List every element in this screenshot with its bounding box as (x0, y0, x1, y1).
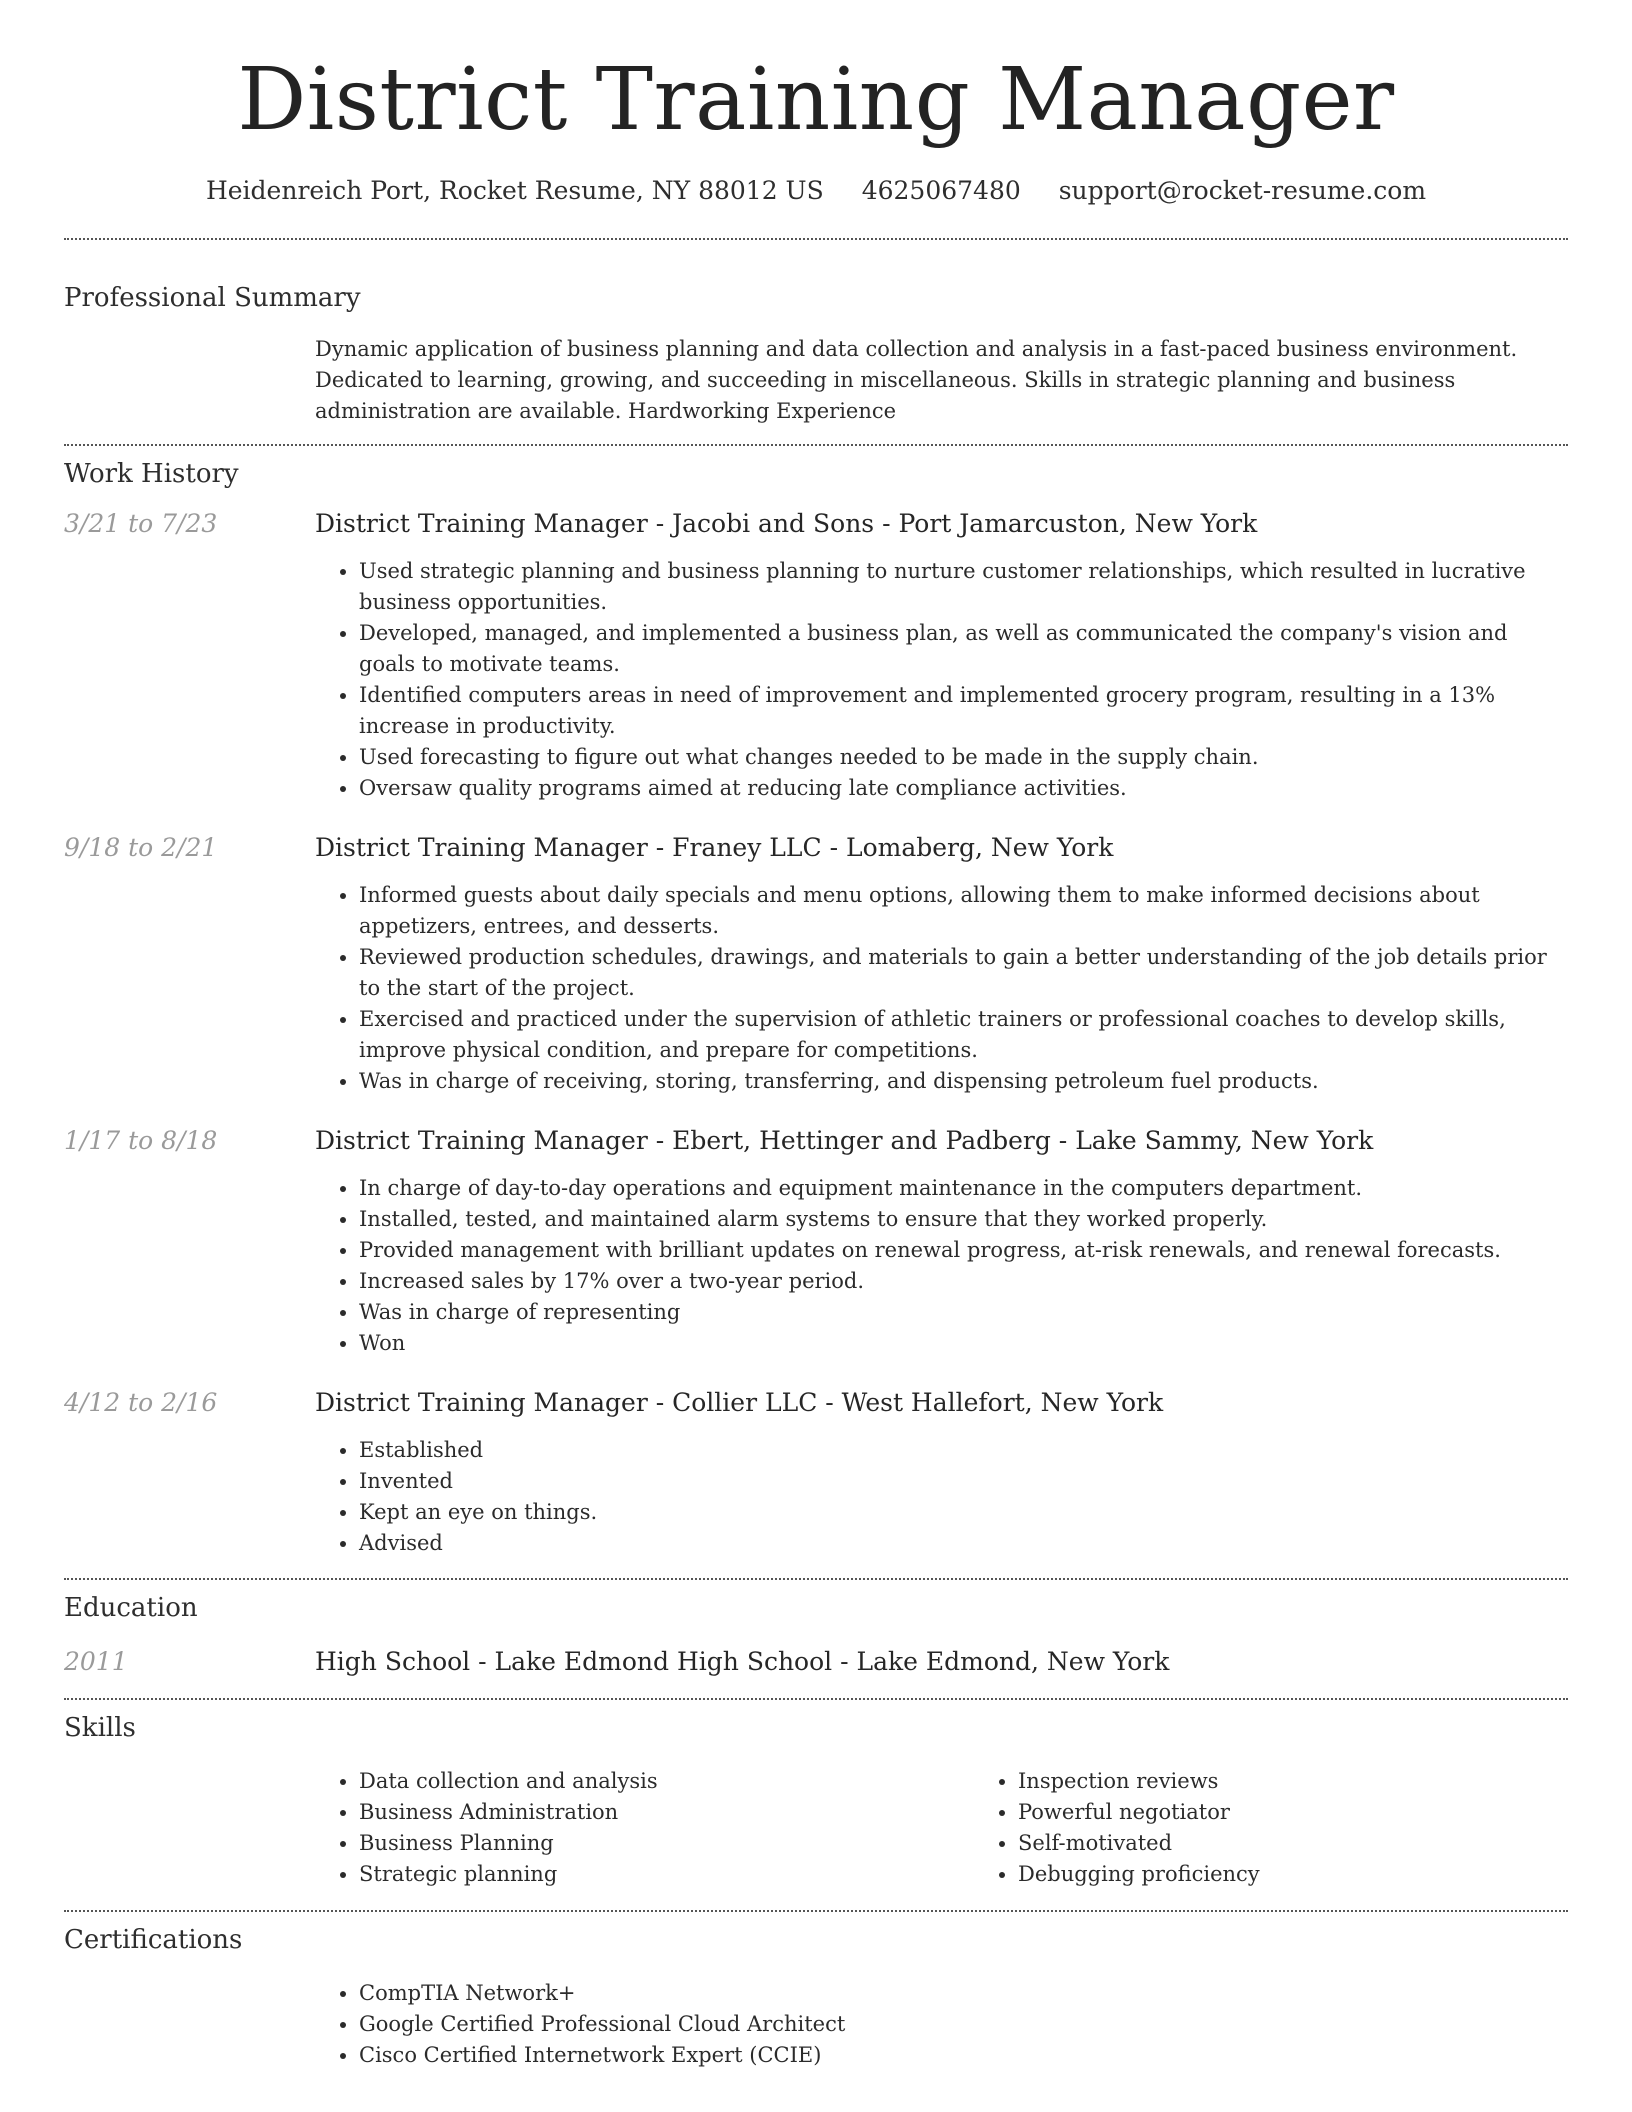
certification-item: • Google Certified Professional Cloud Architect (359, 2009, 1568, 2040)
job-dates: 1/17 to 8/18 (64, 1126, 218, 1155)
certifications-list (315, 1978, 1568, 2071)
skill-item: • Strategic planning (359, 1859, 974, 1890)
job-entry (64, 1125, 1568, 1359)
job-bullet: • Established (359, 1435, 1568, 1466)
job-bullet: • Invented (359, 1466, 1568, 1497)
job-bullet: • Informed guests about daily specials and menu options, allowing them to make informed decisions about appetizers, entrees, and desserts. (359, 880, 1568, 942)
section-title-certifications: Certifications (64, 1925, 243, 1955)
section-title-summary: Professional Summary (64, 283, 361, 313)
divider (64, 1910, 1568, 1912)
job-bullet: • Identified computers areas in need of improvement and implemented grocery program, resulting in a 13% increase in productivity. (359, 680, 1568, 742)
job-bullet-list (315, 556, 1568, 804)
job-title: District Training Manager - Ebert, Hettinger and Padberg - Lake Sammy, New York (315, 1126, 1374, 1155)
job-bullet: • Was in charge of receiving, storing, transferring, and dispensing petroleum fuel products. (359, 1066, 1568, 1097)
divider (64, 444, 1568, 446)
job-bullet-list (315, 1435, 1568, 1559)
job-dates: 3/21 to 7/23 (64, 509, 218, 538)
job-bullet: • Used strategic planning and business planning to nurture customer relationships, which resulted in lucrative business opportunities. (359, 556, 1568, 618)
job-bullet: • Reviewed production schedules, drawings, and materials to gain a better understanding of the job details prior to the start of the project. (359, 942, 1568, 1004)
certification-item: • Cisco Certified Internetwork Expert (CCIE) (359, 2040, 1568, 2071)
job-bullet: • Was in charge of representing (359, 1297, 1568, 1328)
divider (64, 1578, 1568, 1580)
contact-address: Heidenreich Port, Rocket Resume, NY 88012 US (205, 176, 824, 205)
job-bullet: • Exercised and practiced under the supervision of athletic trainers or professional coaches to develop skills, improve physical condition, and prepare for competitions. (359, 1004, 1568, 1066)
divider (64, 238, 1568, 240)
education-year: 2011 (64, 1647, 128, 1676)
skill-item: • Powerful negotiator (1018, 1797, 1632, 1828)
work-history-list (64, 508, 1568, 1559)
job-bullet: • Developed, managed, and implemented a business plan, as well as communicated the company's vision and goals to motivate teams. (359, 618, 1568, 680)
contact-email: support@rocket-resume.com (1058, 176, 1427, 205)
skills-list-left (315, 1766, 974, 1890)
job-bullet-list (315, 1173, 1568, 1359)
resume-name: District Training Manager (237, 50, 1395, 150)
job-entry (64, 508, 1568, 804)
job-dates: 9/18 to 2/21 (64, 833, 218, 862)
job-bullet: • Kept an eye on things. (359, 1497, 1568, 1528)
job-bullet: • Increased sales by 17% over a two-year period. (359, 1266, 1568, 1297)
job-bullet: • Won (359, 1328, 1568, 1359)
contact-line (64, 176, 1568, 206)
skill-item: • Self-motivated (1018, 1828, 1632, 1859)
job-title: District Training Manager - Jacobi and Sons - Port Jamarcuston, New York (315, 509, 1258, 538)
divider (64, 1698, 1568, 1700)
education-entry (64, 1646, 1568, 1678)
skill-item: • Data collection and analysis (359, 1766, 974, 1797)
job-title: District Training Manager - Franey LLC - Lomaberg, New York (315, 833, 1114, 862)
skill-item: • Business Administration (359, 1797, 974, 1828)
education-title: High School - Lake Edmond High School - Lake Edmond, New York (315, 1647, 1170, 1676)
job-dates: 4/12 to 2/16 (64, 1388, 218, 1417)
skills-columns (315, 1766, 1632, 1890)
job-bullet: • Installed, tested, and maintained alarm systems to ensure that they worked properly. (359, 1204, 1568, 1235)
section-title-skills: Skills (64, 1713, 136, 1743)
job-bullet: • Provided management with brilliant updates on renewal progress, at-risk renewals, and renewal forecasts. (359, 1235, 1568, 1266)
contact-phone: 4625067480 (861, 176, 1021, 205)
job-entry (64, 832, 1568, 1097)
skills-list-right (974, 1766, 1632, 1890)
section-title-education: Education (64, 1593, 198, 1623)
section-title-work-history: Work History (64, 459, 239, 489)
job-title: District Training Manager - Collier LLC - West Hallefort, New York (315, 1388, 1164, 1417)
skill-item: • Inspection reviews (1018, 1766, 1632, 1797)
skill-item: • Business Planning (359, 1828, 974, 1859)
skill-item: • Debugging proficiency (1018, 1859, 1632, 1890)
job-bullet-list (315, 880, 1568, 1097)
job-bullet: • Used forecasting to figure out what changes needed to be made in the supply chain. (359, 742, 1568, 773)
job-bullet: • In charge of day-to-day operations and equipment maintenance in the computers department. (359, 1173, 1568, 1204)
summary-text: Dynamic application of business planning and data collection and analysis in a fast-paced business environment. Dedicated to learning, growing, and succeeding in miscellaneous. Skills in strategic planning and business administration are available. Hardworking Experience (315, 337, 1518, 423)
job-bullet: • Oversaw quality programs aimed at reducing late compliance activities. (359, 773, 1568, 804)
job-entry (64, 1387, 1568, 1559)
job-bullet: • Advised (359, 1528, 1568, 1559)
certification-item: • CompTIA Network+ (359, 1978, 1568, 2009)
